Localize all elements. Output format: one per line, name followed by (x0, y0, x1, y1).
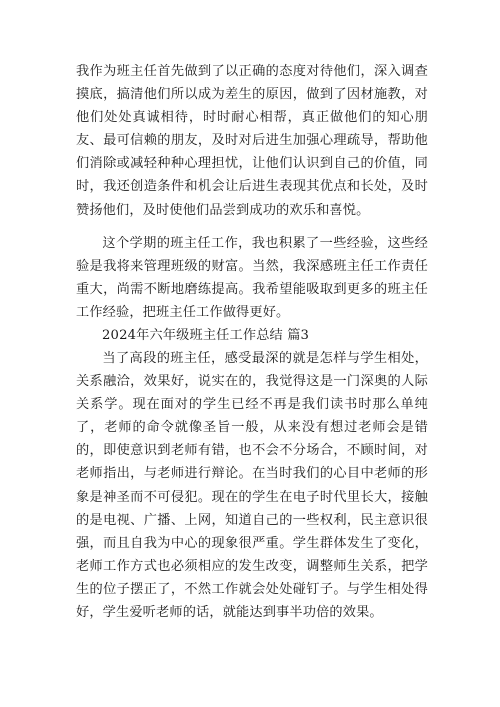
section-heading: 2024年六年级班主任工作总结 篇3 (102, 328, 310, 343)
paragraph-3: 当了高段的班主任，感受最深的就是怎样与学生相处，关系融洽，效果好，说实在的，我觉得这是一门深奥的人际关系学。现在面对的学生已经不再是我们读书时那么单纯了，老师的命令就像圣旨一般，从来没有想过老师会是错的，即使意识到老师有错，也不会不分场合，不顾时间，对老师指出，与老师进行辩论。在当时我们的心目中老师的形象是神圣而不可侵犯。现在的学生在电子时代里长大，接触的是电视、广播、上网，知道自己的一些权利，民主意识很强，而且自我为中心的现象很严重。学生群体发生了变化，老师工作方式也必须相应的发生改变，调整师生关系，把学生的位子摆正了，不然工作就会处处碰钉子。与学生相处得好，学生爱听老师的话，就能达到事半功倍的效果。 (76, 351, 428, 621)
paragraph-2: 这个学期的班主任工作，我也积累了一些经验，这些经验是我将来管理班级的财富。当然，我深感班主任工作责任重大，尚需不断地磨练提高。我希望能吸取到更多的班主任工作经验，把班主任工作做得更好。 (76, 236, 428, 321)
paragraph-1: 我作为班主任首先做到了以正确的态度对待他们，深入调查摸底，搞清他们所以成为差生的原因，做到了因材施教，对他们处处真诚相待，时时耐心相帮，真正做他们的知心朋友、最可信赖的朋友，及时对后进生加强心理疏导，帮助他们消除或减轻种种心理担忧，让他们认识到自己的价值，同时，我还创造条件和机会让后进生表现其优点和长处，及时赞扬他们，及时使他们品尝到成功的欢乐和喜悦。 (76, 64, 428, 218)
